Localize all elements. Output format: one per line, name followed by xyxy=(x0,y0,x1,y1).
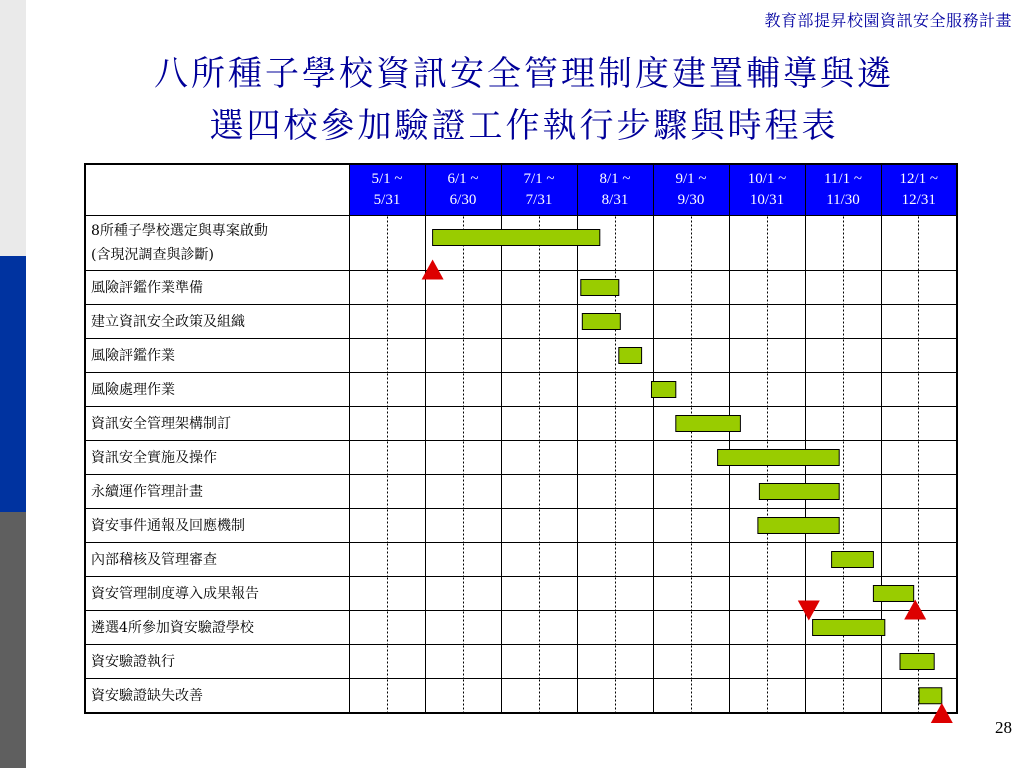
month-cell xyxy=(425,305,501,339)
month-cell xyxy=(577,271,653,305)
month-cell xyxy=(729,679,805,714)
task-label-line: 永續運作管理計畫 xyxy=(91,483,203,500)
task-label xyxy=(85,305,349,339)
task-row xyxy=(85,645,957,679)
month-cell xyxy=(805,216,881,271)
month-cell xyxy=(349,645,425,679)
month-cell xyxy=(349,271,425,305)
month-cell xyxy=(653,305,729,339)
month-cell xyxy=(501,441,577,475)
month-cell xyxy=(881,216,957,271)
month-cell xyxy=(425,339,501,373)
task-label-line: 內部稽核及管理審查 xyxy=(91,551,217,568)
month-cell xyxy=(729,611,805,645)
month-cell xyxy=(729,543,805,577)
month-cell xyxy=(577,611,653,645)
month-cell xyxy=(729,407,805,441)
month-cell xyxy=(349,475,425,509)
month-cell xyxy=(881,271,957,305)
month-cell xyxy=(349,216,425,271)
month-cell xyxy=(501,407,577,441)
page-number: 28 xyxy=(995,718,1012,737)
month-cell xyxy=(577,543,653,577)
title-line-2: 選四校參加驗證工作執行步驟與時程表 xyxy=(209,106,839,146)
side-band-top xyxy=(0,0,26,256)
task-label-line: 資安事件通報及回應機制 xyxy=(91,517,245,534)
month-cell xyxy=(805,543,881,577)
task-label-line: 資安管理制度導入成果報告 xyxy=(91,585,259,602)
month-cell xyxy=(881,339,957,373)
month-cell xyxy=(653,611,729,645)
month-cell xyxy=(501,475,577,509)
month-cell xyxy=(881,475,957,509)
task-row xyxy=(85,611,957,645)
month-cell xyxy=(349,577,425,611)
task-label xyxy=(85,407,349,441)
month-cell xyxy=(501,216,577,271)
month-cell xyxy=(653,509,729,543)
task-row xyxy=(85,509,957,543)
task-label-line: 風險評鑑作業準備 xyxy=(91,279,203,296)
month-cell xyxy=(653,441,729,475)
month-cell xyxy=(425,271,501,305)
month-cell xyxy=(729,509,805,543)
month-cell xyxy=(501,339,577,373)
month-cell xyxy=(577,441,653,475)
month-cell xyxy=(653,543,729,577)
month-cell xyxy=(729,441,805,475)
month-cell xyxy=(805,373,881,407)
month-cell xyxy=(501,271,577,305)
task-row xyxy=(85,339,957,373)
month-cell xyxy=(577,339,653,373)
side-band-bottom xyxy=(0,512,26,768)
task-label-line: 8所種子學校選定與專案啟動 xyxy=(91,223,268,239)
task-label xyxy=(85,645,349,679)
month-cell xyxy=(425,373,501,407)
month-header: 8/1 ~ 8/31 xyxy=(577,164,653,216)
month-cell xyxy=(577,509,653,543)
slide-title xyxy=(30,48,1018,152)
month-cell xyxy=(653,339,729,373)
month-cell xyxy=(805,611,881,645)
task-label-line: 風險處理作業 xyxy=(91,381,175,398)
month-cell xyxy=(653,577,729,611)
month-cell xyxy=(653,271,729,305)
corner-cell xyxy=(85,164,349,216)
task-label xyxy=(85,509,349,543)
month-cell xyxy=(349,305,425,339)
month-cell xyxy=(425,441,501,475)
month-cell xyxy=(577,645,653,679)
month-cell xyxy=(805,339,881,373)
task-label-line: 建立資訊安全政策及組織 xyxy=(91,313,245,330)
month-cell xyxy=(729,305,805,339)
month-cell xyxy=(349,373,425,407)
month-cell xyxy=(805,407,881,441)
month-cell xyxy=(501,577,577,611)
month-cell xyxy=(729,216,805,271)
month-cell xyxy=(577,373,653,407)
month-cell xyxy=(881,543,957,577)
month-cell xyxy=(729,577,805,611)
month-header: 11/1 ~ 11/30 xyxy=(805,164,881,216)
month-cell xyxy=(805,679,881,714)
task-row xyxy=(85,577,957,611)
month-cell xyxy=(577,407,653,441)
month-cell xyxy=(349,509,425,543)
month-cell xyxy=(881,679,957,714)
month-cell xyxy=(805,271,881,305)
title-line-1: 八所種子學校資訊安全管理制度建置輔導與遴 xyxy=(154,54,894,94)
month-cell xyxy=(501,645,577,679)
month-header: 6/1 ~ 6/30 xyxy=(425,164,501,216)
task-label-line: (含現況調查與診斷) xyxy=(91,247,214,263)
task-label xyxy=(85,216,349,271)
task-row xyxy=(85,305,957,339)
month-cell xyxy=(425,577,501,611)
task-row xyxy=(85,407,957,441)
task-label-line: 資訊安全實施及操作 xyxy=(91,449,217,466)
month-cell xyxy=(729,271,805,305)
task-row xyxy=(85,373,957,407)
task-label-line: 遴選4所參加資安驗證學校 xyxy=(91,619,254,636)
task-label xyxy=(85,339,349,373)
month-cell xyxy=(805,475,881,509)
month-cell xyxy=(805,305,881,339)
month-cell xyxy=(729,373,805,407)
month-cell xyxy=(425,645,501,679)
task-label xyxy=(85,271,349,305)
month-cell xyxy=(881,509,957,543)
month-cell xyxy=(349,441,425,475)
month-cell xyxy=(349,611,425,645)
month-cell xyxy=(805,441,881,475)
task-row xyxy=(85,216,957,271)
month-header: 9/1 ~ 9/30 xyxy=(653,164,729,216)
month-cell xyxy=(729,339,805,373)
month-cell xyxy=(577,216,653,271)
month-cell xyxy=(425,216,501,271)
month-header: 12/1 ~ 12/31 xyxy=(881,164,957,216)
month-cell xyxy=(425,611,501,645)
schedule-table xyxy=(84,163,958,714)
month-cell xyxy=(653,216,729,271)
month-cell xyxy=(881,305,957,339)
month-cell xyxy=(653,475,729,509)
month-cell xyxy=(805,645,881,679)
task-label-line: 資安驗證缺失改善 xyxy=(91,687,203,704)
month-cell xyxy=(501,509,577,543)
task-row xyxy=(85,543,957,577)
month-cell xyxy=(729,645,805,679)
task-label-line: 資安驗證執行 xyxy=(91,653,175,670)
task-label xyxy=(85,679,349,714)
month-header: 5/1 ~ 5/31 xyxy=(349,164,425,216)
month-cell xyxy=(501,543,577,577)
task-label xyxy=(85,441,349,475)
task-row xyxy=(85,679,957,714)
month-cell xyxy=(425,509,501,543)
header-row xyxy=(85,164,957,216)
task-row xyxy=(85,271,957,305)
month-cell xyxy=(729,475,805,509)
month-cell xyxy=(425,407,501,441)
task-label xyxy=(85,577,349,611)
month-header: 10/1 ~ 10/31 xyxy=(729,164,805,216)
month-cell xyxy=(881,577,957,611)
month-cell xyxy=(653,679,729,714)
month-cell xyxy=(881,441,957,475)
month-cell xyxy=(577,475,653,509)
month-cell xyxy=(577,305,653,339)
month-cell xyxy=(881,373,957,407)
month-cell xyxy=(653,373,729,407)
month-cell xyxy=(349,339,425,373)
task-label-line: 資訊安全管理架構制訂 xyxy=(91,415,231,432)
month-cell xyxy=(577,577,653,611)
task-row xyxy=(85,441,957,475)
task-label xyxy=(85,543,349,577)
month-cell xyxy=(501,305,577,339)
month-cell xyxy=(653,407,729,441)
task-label xyxy=(85,475,349,509)
month-cell xyxy=(805,509,881,543)
side-band-middle xyxy=(0,256,26,512)
month-cell xyxy=(881,611,957,645)
task-label xyxy=(85,611,349,645)
month-cell xyxy=(881,645,957,679)
month-cell xyxy=(425,679,501,714)
month-header: 7/1 ~ 7/31 xyxy=(501,164,577,216)
month-cell xyxy=(425,475,501,509)
month-cell xyxy=(501,611,577,645)
task-row xyxy=(85,475,957,509)
month-cell xyxy=(653,645,729,679)
month-cell xyxy=(349,543,425,577)
month-cell xyxy=(881,407,957,441)
month-cell xyxy=(501,679,577,714)
month-cell xyxy=(349,407,425,441)
month-cell xyxy=(425,543,501,577)
task-label xyxy=(85,373,349,407)
organization-name: 教育部提昇校園資訊安全服務計畫 xyxy=(764,11,1012,30)
month-cell xyxy=(349,679,425,714)
month-cell xyxy=(501,373,577,407)
month-cell xyxy=(577,679,653,714)
task-label-line: 風險評鑑作業 xyxy=(91,347,175,364)
month-cell xyxy=(805,577,881,611)
